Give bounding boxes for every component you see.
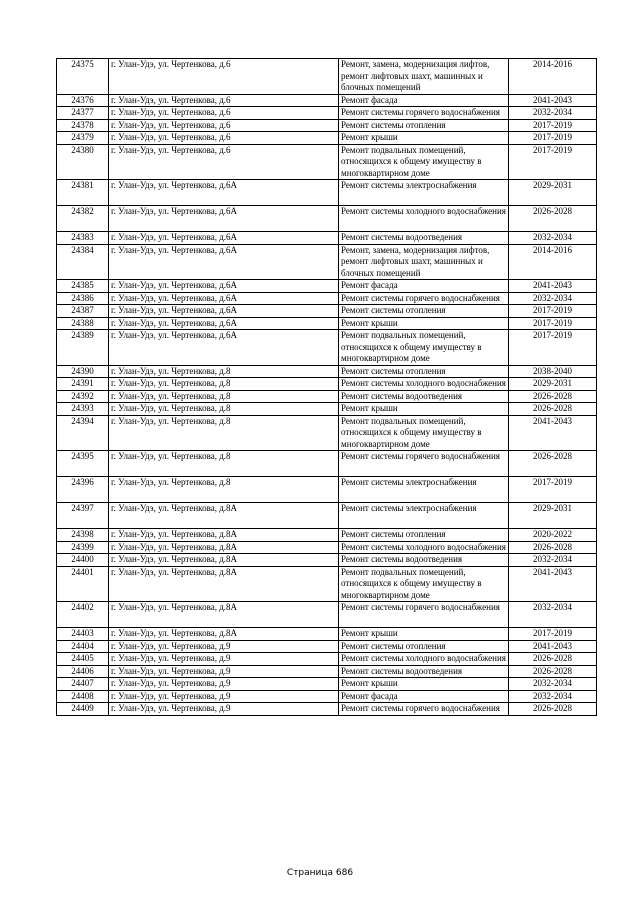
row-period: 2041-2043 [509, 280, 597, 293]
table-row [57, 403, 597, 416]
row-period: 2032-2034 [509, 602, 597, 628]
row-period: 2014-2016 [509, 244, 597, 280]
row-period: 2026-2028 [509, 403, 597, 416]
row-work-type: Ремонт подвальных помещений, относящихся к общему имуществу в многоквартирном доме [339, 144, 509, 180]
row-work-type: Ремонт системы холодного водоснабжения [339, 206, 509, 232]
row-period: 2038-2040 [509, 365, 597, 378]
row-work-type: Ремонт системы водоотведения [339, 390, 509, 403]
table-row [57, 602, 597, 628]
row-work-type: Ремонт фасада [339, 690, 509, 703]
page-footer: Страница 686 [286, 868, 354, 878]
table-row [57, 566, 597, 602]
row-period: 2026-2028 [509, 703, 597, 716]
row-address: г. Улан-Удэ, ул. Чертенкова, д.8 [109, 365, 339, 378]
row-work-type: Ремонт системы отопления [339, 529, 509, 542]
table-row [57, 554, 597, 567]
row-address: г. Улан-Удэ, ул. Чертенкова, д.8А [109, 503, 339, 529]
row-address: г. Улан-Удэ, ул. Чертенкова, д.9 [109, 640, 339, 653]
row-work-type: Ремонт крыши [339, 628, 509, 641]
row-number: 24405 [57, 653, 109, 666]
row-work-type: Ремонт системы горячего водоснабжения [339, 703, 509, 716]
table-row [57, 378, 597, 391]
table-row [57, 628, 597, 641]
row-work-type: Ремонт системы водоотведения [339, 232, 509, 245]
row-number: 24395 [57, 451, 109, 477]
table-row [57, 94, 597, 107]
row-number: 24390 [57, 365, 109, 378]
row-period: 2026-2028 [509, 390, 597, 403]
row-address: г. Улан-Удэ, ул. Чертенкова, д.6А [109, 330, 339, 366]
table-row [57, 180, 597, 206]
table-row [57, 365, 597, 378]
row-work-type: Ремонт системы горячего водоснабжения [339, 451, 509, 477]
row-work-type: Ремонт фасада [339, 94, 509, 107]
row-number: 24388 [57, 317, 109, 330]
row-number: 24402 [57, 602, 109, 628]
row-number: 24398 [57, 529, 109, 542]
row-address: г. Улан-Удэ, ул. Чертенкова, д.9 [109, 653, 339, 666]
table-row [57, 665, 597, 678]
row-work-type: Ремонт системы отопления [339, 640, 509, 653]
table-row [57, 415, 597, 451]
row-period: 2032-2034 [509, 678, 597, 691]
row-work-type: Ремонт системы отопления [339, 305, 509, 318]
row-period: 2026-2028 [509, 653, 597, 666]
row-period: 2020-2022 [509, 529, 597, 542]
row-work-type: Ремонт системы водоотведения [339, 554, 509, 567]
row-number: 24381 [57, 180, 109, 206]
row-number: 24404 [57, 640, 109, 653]
table-row [57, 107, 597, 120]
row-period: 2017-2019 [509, 330, 597, 366]
row-period: 2032-2034 [509, 107, 597, 120]
row-period: 2017-2019 [509, 144, 597, 180]
table-body [57, 59, 597, 716]
row-number: 24383 [57, 232, 109, 245]
row-work-type: Ремонт, замена, модернизация лифтов, ремонт лифтовых шахт, машинных и блочных помещений [339, 244, 509, 280]
row-period: 2026-2028 [509, 541, 597, 554]
row-work-type: Ремонт крыши [339, 678, 509, 691]
row-number: 24379 [57, 132, 109, 145]
row-address: г. Улан-Удэ, ул. Чертенкова, д.6 [109, 119, 339, 132]
row-period: 2029-2031 [509, 503, 597, 529]
row-number: 24394 [57, 415, 109, 451]
table-row [57, 451, 597, 477]
row-number: 24378 [57, 119, 109, 132]
row-number: 24385 [57, 280, 109, 293]
table-row [57, 305, 597, 318]
row-number: 24376 [57, 94, 109, 107]
table-row [57, 206, 597, 232]
row-number: 24392 [57, 390, 109, 403]
row-address: г. Улан-Удэ, ул. Чертенкова, д.8А [109, 529, 339, 542]
row-period: 2026-2028 [509, 665, 597, 678]
row-address: г. Улан-Удэ, ул. Чертенкова, д.9 [109, 665, 339, 678]
row-period: 2041-2043 [509, 94, 597, 107]
row-work-type: Ремонт, замена, модернизация лифтов, ремонт лифтовых шахт, машинных и блочных помещений [339, 59, 509, 95]
row-number: 24401 [57, 566, 109, 602]
table-row [57, 390, 597, 403]
row-number: 24391 [57, 378, 109, 391]
row-number: 24377 [57, 107, 109, 120]
row-number: 24407 [57, 678, 109, 691]
row-address: г. Улан-Удэ, ул. Чертенкова, д.6 [109, 144, 339, 180]
row-number: 24396 [57, 477, 109, 503]
row-work-type: Ремонт крыши [339, 317, 509, 330]
row-work-type: Ремонт системы холодного водоснабжения [339, 541, 509, 554]
row-period: 2017-2019 [509, 119, 597, 132]
row-period: 2014-2016 [509, 59, 597, 95]
row-work-type: Ремонт системы холодного водоснабжения [339, 378, 509, 391]
row-period: 2017-2019 [509, 317, 597, 330]
row-number: 24399 [57, 541, 109, 554]
row-period: 2032-2034 [509, 292, 597, 305]
table-row [57, 503, 597, 529]
row-address: г. Улан-Удэ, ул. Чертенкова, д.6 [109, 107, 339, 120]
row-address: г. Улан-Удэ, ул. Чертенкова, д.8 [109, 451, 339, 477]
row-period: 2032-2034 [509, 232, 597, 245]
row-work-type: Ремонт системы горячего водоснабжения [339, 107, 509, 120]
row-address: г. Улан-Удэ, ул. Чертенкова, д.9 [109, 690, 339, 703]
table-row [57, 292, 597, 305]
row-period: 2041-2043 [509, 640, 597, 653]
row-period: 2026-2028 [509, 451, 597, 477]
row-address: г. Улан-Удэ, ул. Чертенкова, д.8 [109, 415, 339, 451]
repair-schedule-table [56, 58, 597, 716]
row-work-type: Ремонт системы отопления [339, 119, 509, 132]
row-work-type: Ремонт системы электроснабжения [339, 503, 509, 529]
row-number: 24375 [57, 59, 109, 95]
row-address: г. Улан-Удэ, ул. Чертенкова, д.9 [109, 678, 339, 691]
row-address: г. Улан-Удэ, ул. Чертенкова, д.6А [109, 180, 339, 206]
row-work-type: Ремонт подвальных помещений, относящихся к общему имуществу в многоквартирном доме [339, 415, 509, 451]
row-number: 24403 [57, 628, 109, 641]
table-row [57, 317, 597, 330]
table-row [57, 244, 597, 280]
row-address: г. Улан-Удэ, ул. Чертенкова, д.6 [109, 59, 339, 95]
row-period: 2026-2028 [509, 206, 597, 232]
table-row [57, 653, 597, 666]
table-row [57, 280, 597, 293]
row-period: 2017-2019 [509, 628, 597, 641]
row-number: 24408 [57, 690, 109, 703]
row-address: г. Улан-Удэ, ул. Чертенкова, д.8А [109, 628, 339, 641]
row-period: 2032-2034 [509, 690, 597, 703]
table-row [57, 132, 597, 145]
row-work-type: Ремонт системы электроснабжения [339, 477, 509, 503]
row-number: 24406 [57, 665, 109, 678]
row-period: 2041-2043 [509, 566, 597, 602]
row-period: 2017-2019 [509, 305, 597, 318]
row-work-type: Ремонт подвальных помещений, относящихся к общему имуществу в многоквартирном доме [339, 330, 509, 366]
row-number: 24386 [57, 292, 109, 305]
row-address: г. Улан-Удэ, ул. Чертенкова, д.8 [109, 403, 339, 416]
row-number: 24384 [57, 244, 109, 280]
row-address: г. Улан-Удэ, ул. Чертенкова, д.8А [109, 602, 339, 628]
row-address: г. Улан-Удэ, ул. Чертенкова, д.6А [109, 232, 339, 245]
row-address: г. Улан-Удэ, ул. Чертенкова, д.6 [109, 94, 339, 107]
table-row [57, 144, 597, 180]
table-row [57, 232, 597, 245]
row-number: 24389 [57, 330, 109, 366]
table-row [57, 477, 597, 503]
row-work-type: Ремонт системы водоотведения [339, 665, 509, 678]
row-period: 2017-2019 [509, 132, 597, 145]
row-work-type: Ремонт подвальных помещений, относящихся к общему имуществу в многоквартирном доме [339, 566, 509, 602]
row-work-type: Ремонт системы горячего водоснабжения [339, 602, 509, 628]
row-number: 24393 [57, 403, 109, 416]
row-address: г. Улан-Удэ, ул. Чертенкова, д.6А [109, 280, 339, 293]
table-row [57, 119, 597, 132]
table-row [57, 59, 597, 95]
row-number: 24409 [57, 703, 109, 716]
row-work-type: Ремонт системы горячего водоснабжения [339, 292, 509, 305]
table-row [57, 690, 597, 703]
row-number: 24382 [57, 206, 109, 232]
row-work-type: Ремонт системы электроснабжения [339, 180, 509, 206]
table-row [57, 541, 597, 554]
row-work-type: Ремонт крыши [339, 403, 509, 416]
table-row [57, 678, 597, 691]
row-period: 2029-2031 [509, 180, 597, 206]
row-address: г. Улан-Удэ, ул. Чертенкова, д.6А [109, 292, 339, 305]
table-row [57, 703, 597, 716]
row-work-type: Ремонт системы отопления [339, 365, 509, 378]
row-address: г. Улан-Удэ, ул. Чертенкова, д.8 [109, 390, 339, 403]
row-work-type: Ремонт фасада [339, 280, 509, 293]
row-period: 2032-2034 [509, 554, 597, 567]
row-period: 2041-2043 [509, 415, 597, 451]
row-number: 24397 [57, 503, 109, 529]
row-address: г. Улан-Удэ, ул. Чертенкова, д.8А [109, 566, 339, 602]
table-row [57, 529, 597, 542]
row-address: г. Улан-Удэ, ул. Чертенкова, д.8 [109, 378, 339, 391]
row-address: г. Улан-Удэ, ул. Чертенкова, д.8А [109, 554, 339, 567]
table-row [57, 330, 597, 366]
row-address: г. Улан-Удэ, ул. Чертенкова, д.6А [109, 305, 339, 318]
row-address: г. Улан-Удэ, ул. Чертенкова, д.6 [109, 132, 339, 145]
row-work-type: Ремонт крыши [339, 132, 509, 145]
row-number: 24380 [57, 144, 109, 180]
table-row [57, 640, 597, 653]
row-period: 2017-2019 [509, 477, 597, 503]
row-work-type: Ремонт системы холодного водоснабжения [339, 653, 509, 666]
row-address: г. Улан-Удэ, ул. Чертенкова, д.8 [109, 477, 339, 503]
row-address: г. Улан-Удэ, ул. Чертенкова, д.6А [109, 317, 339, 330]
row-address: г. Улан-Удэ, ул. Чертенкова, д.6А [109, 206, 339, 232]
row-number: 24387 [57, 305, 109, 318]
row-address: г. Улан-Удэ, ул. Чертенкова, д.9 [109, 703, 339, 716]
row-address: г. Улан-Удэ, ул. Чертенкова, д.6А [109, 244, 339, 280]
row-period: 2029-2031 [509, 378, 597, 391]
row-number: 24400 [57, 554, 109, 567]
row-address: г. Улан-Удэ, ул. Чертенкова, д.8А [109, 541, 339, 554]
